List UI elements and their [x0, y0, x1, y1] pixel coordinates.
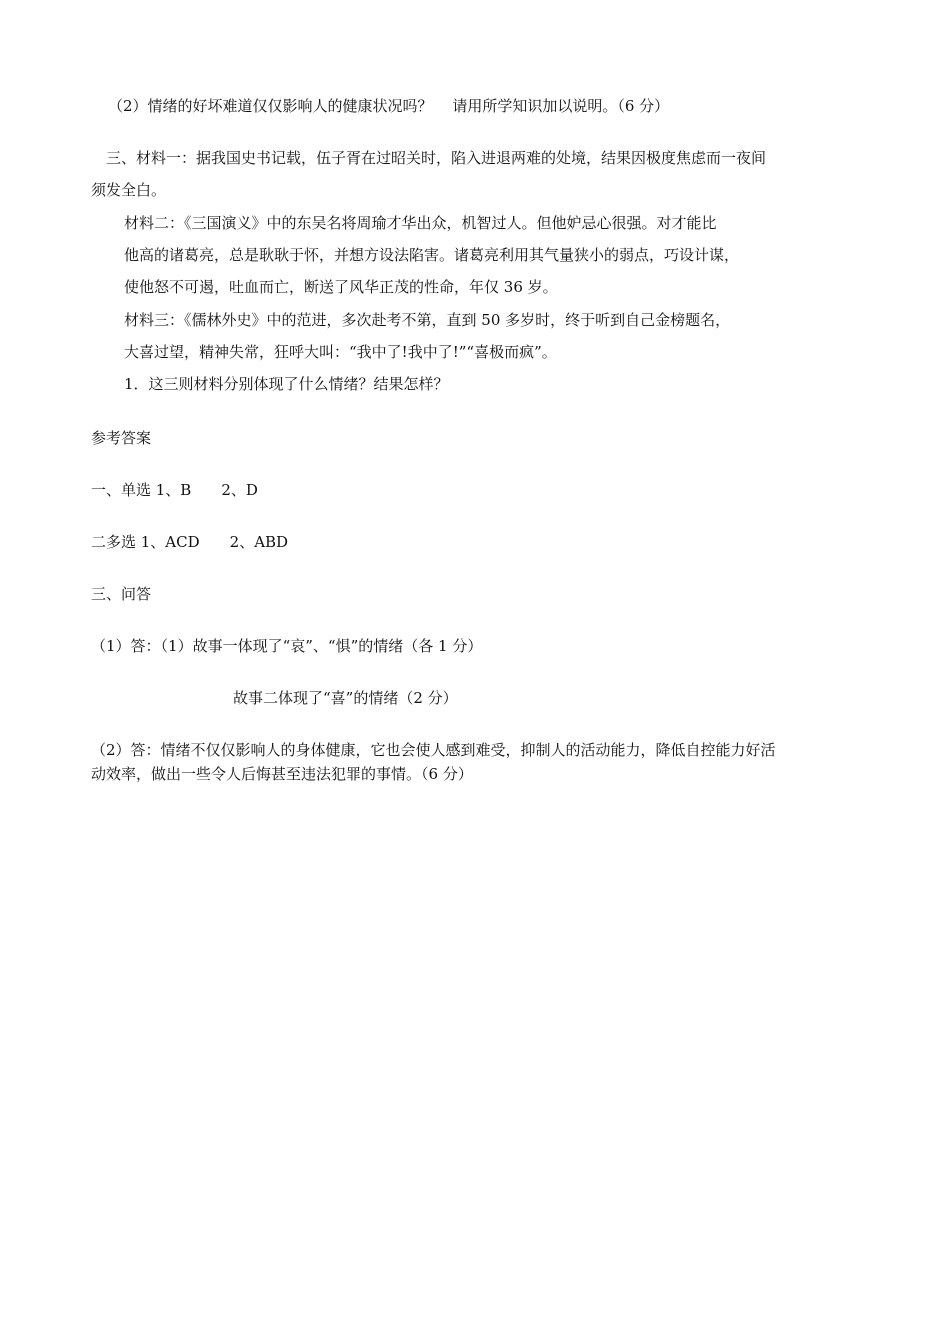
- answer-1-line-1: （1）答：（1）故事一体现了“哀”、“惧”的情绪（各 1 分）: [91, 637, 483, 655]
- answer-2-line-1: （2）答：情绪不仅仅影响人的身体健康，它也会使人感到难受，抑制人的活动能力，降低自控能力好活: [91, 741, 776, 759]
- single-choice-answers: 一、单选 1、B 2、D: [91, 481, 258, 499]
- material-1-line-1: 三、材料一：据我国史书记载，伍子胥在过昭关时，陷入进退两难的处境，结果因极度焦虑而一夜间: [106, 149, 767, 167]
- answer-1-line-2: 故事二体现了“喜”的情绪（2 分）: [233, 689, 458, 707]
- qa-heading: 三、问答: [91, 585, 152, 603]
- answer-key-heading: 参考答案: [91, 429, 152, 447]
- material-3-line-1: 材料三：《儒林外史》中的范进，多次赴考不第，直到 50 多岁时，终于听到自己金榜题名，: [124, 311, 731, 329]
- material-2-line-2: 他高的诸葛亮，总是耿耿于怀，并想方设法陷害。诸葛亮利用其气量狭小的弱点，巧设计谋，: [124, 246, 740, 264]
- question-part-2: （2）情绪的好坏难道仅仅影响人的健康状况吗？ 请用所学知识加以说明。（6 分）: [108, 97, 670, 115]
- material-2-line-3: 使他怒不可遏，吐血而亡，断送了风华正茂的性命，年仅 36 岁。: [124, 278, 558, 296]
- material-1-line-2: 须发全白。: [91, 181, 167, 199]
- question-1: 1．这三则材料分别体现了什么情绪？结果怎样？: [124, 375, 449, 393]
- multi-choice-answers: 二多选 1、ACD 2、ABD: [91, 533, 289, 551]
- material-3-line-2: 大喜过望，精神失常，狂呼大叫：“我中了!我中了!”“喜极而疯”。: [124, 343, 557, 361]
- material-2-line-1: 材料二：《三国演义》中的东吴名将周瑜才华出众，机智过人。但他妒忌心很强。对才能比: [124, 214, 717, 232]
- answer-2-line-2: 动效率，做出一些令人后悔甚至违法犯罪的事情。（6 分）: [91, 765, 473, 783]
